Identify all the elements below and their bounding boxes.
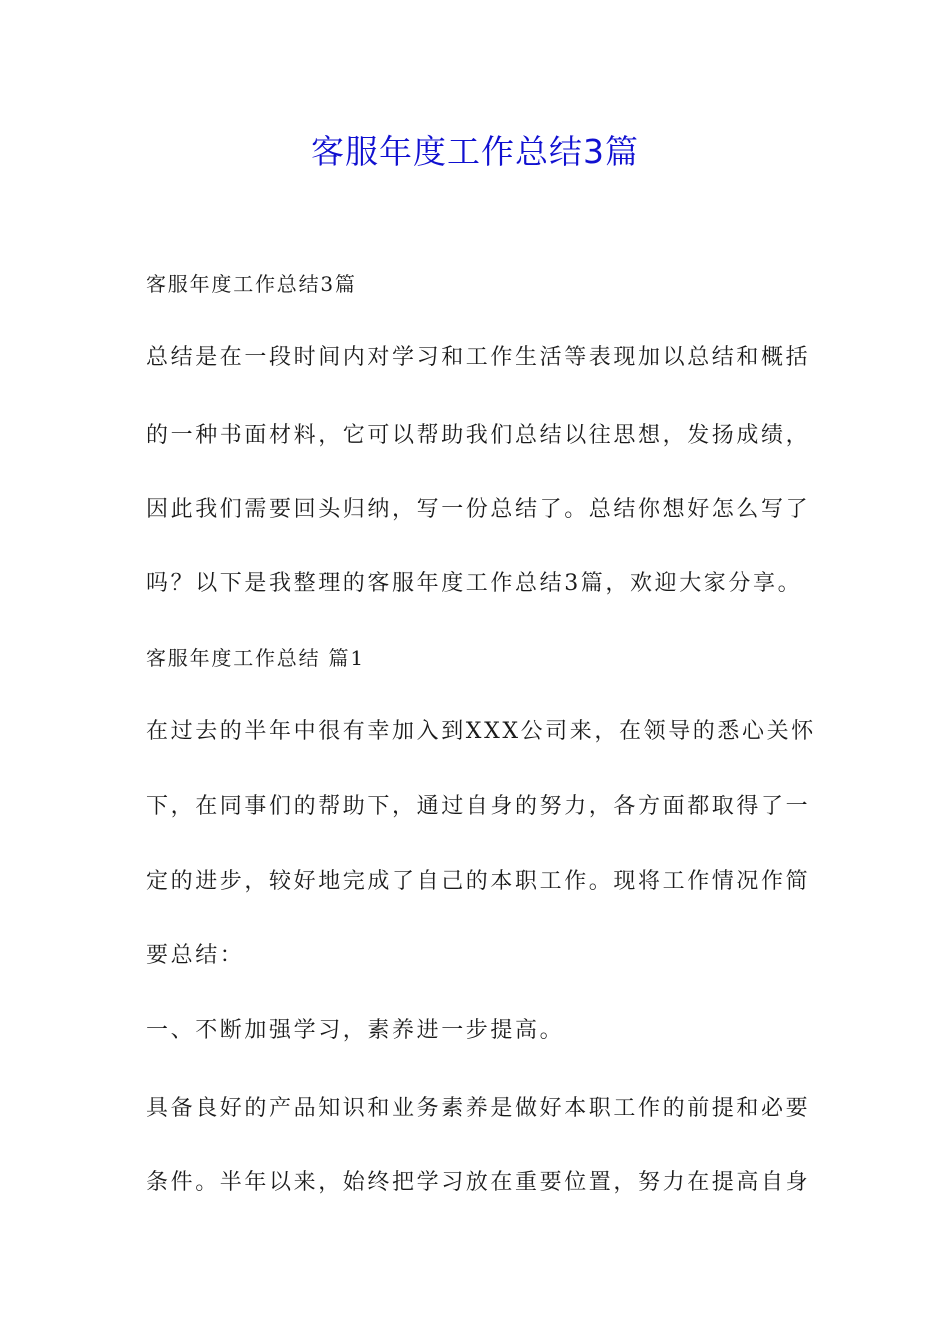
paragraph-line: 的一种书面材料，它可以帮助我们总结以往思想，发扬成绩， (146, 423, 811, 448)
paragraph-line: 因此我们需要回头归纳，写一份总结了。总结你想好怎么写了 (146, 497, 811, 522)
paragraph-line: 具备良好的产品知识和业务素养是做好本职工作的前提和必要 (146, 1096, 811, 1121)
document-title: 客服年度工作总结3篇 (311, 132, 639, 171)
paragraph-line: 定的进步，较好地完成了自己的本职工作。现将工作情况作简 (146, 869, 811, 894)
paragraph-line: 吗？以下是我整理的客服年度工作总结3篇，欢迎大家分享。 (146, 571, 803, 596)
paragraph-line: 下，在同事们的帮助下，通过自身的努力，各方面都取得了一 (146, 794, 811, 819)
section-heading: 客服年度工作总结 篇1 (146, 646, 365, 670)
paragraph-line: 要总结： (146, 943, 245, 968)
subheading-line: 一、不断加强学习，素养进一步提高。 (146, 1018, 565, 1043)
paragraph-line: 条件。半年以来，始终把学习放在重要位置，努力在提高自身 (146, 1170, 811, 1195)
subtitle-line: 客服年度工作总结3篇 (146, 272, 357, 296)
paragraph-line: 在过去的半年中很有幸加入到XXX公司来，在领导的悉心关怀 (146, 719, 816, 744)
paragraph-line: 总结是在一段时间内对学习和工作生活等表现加以总结和概括 (146, 345, 811, 370)
